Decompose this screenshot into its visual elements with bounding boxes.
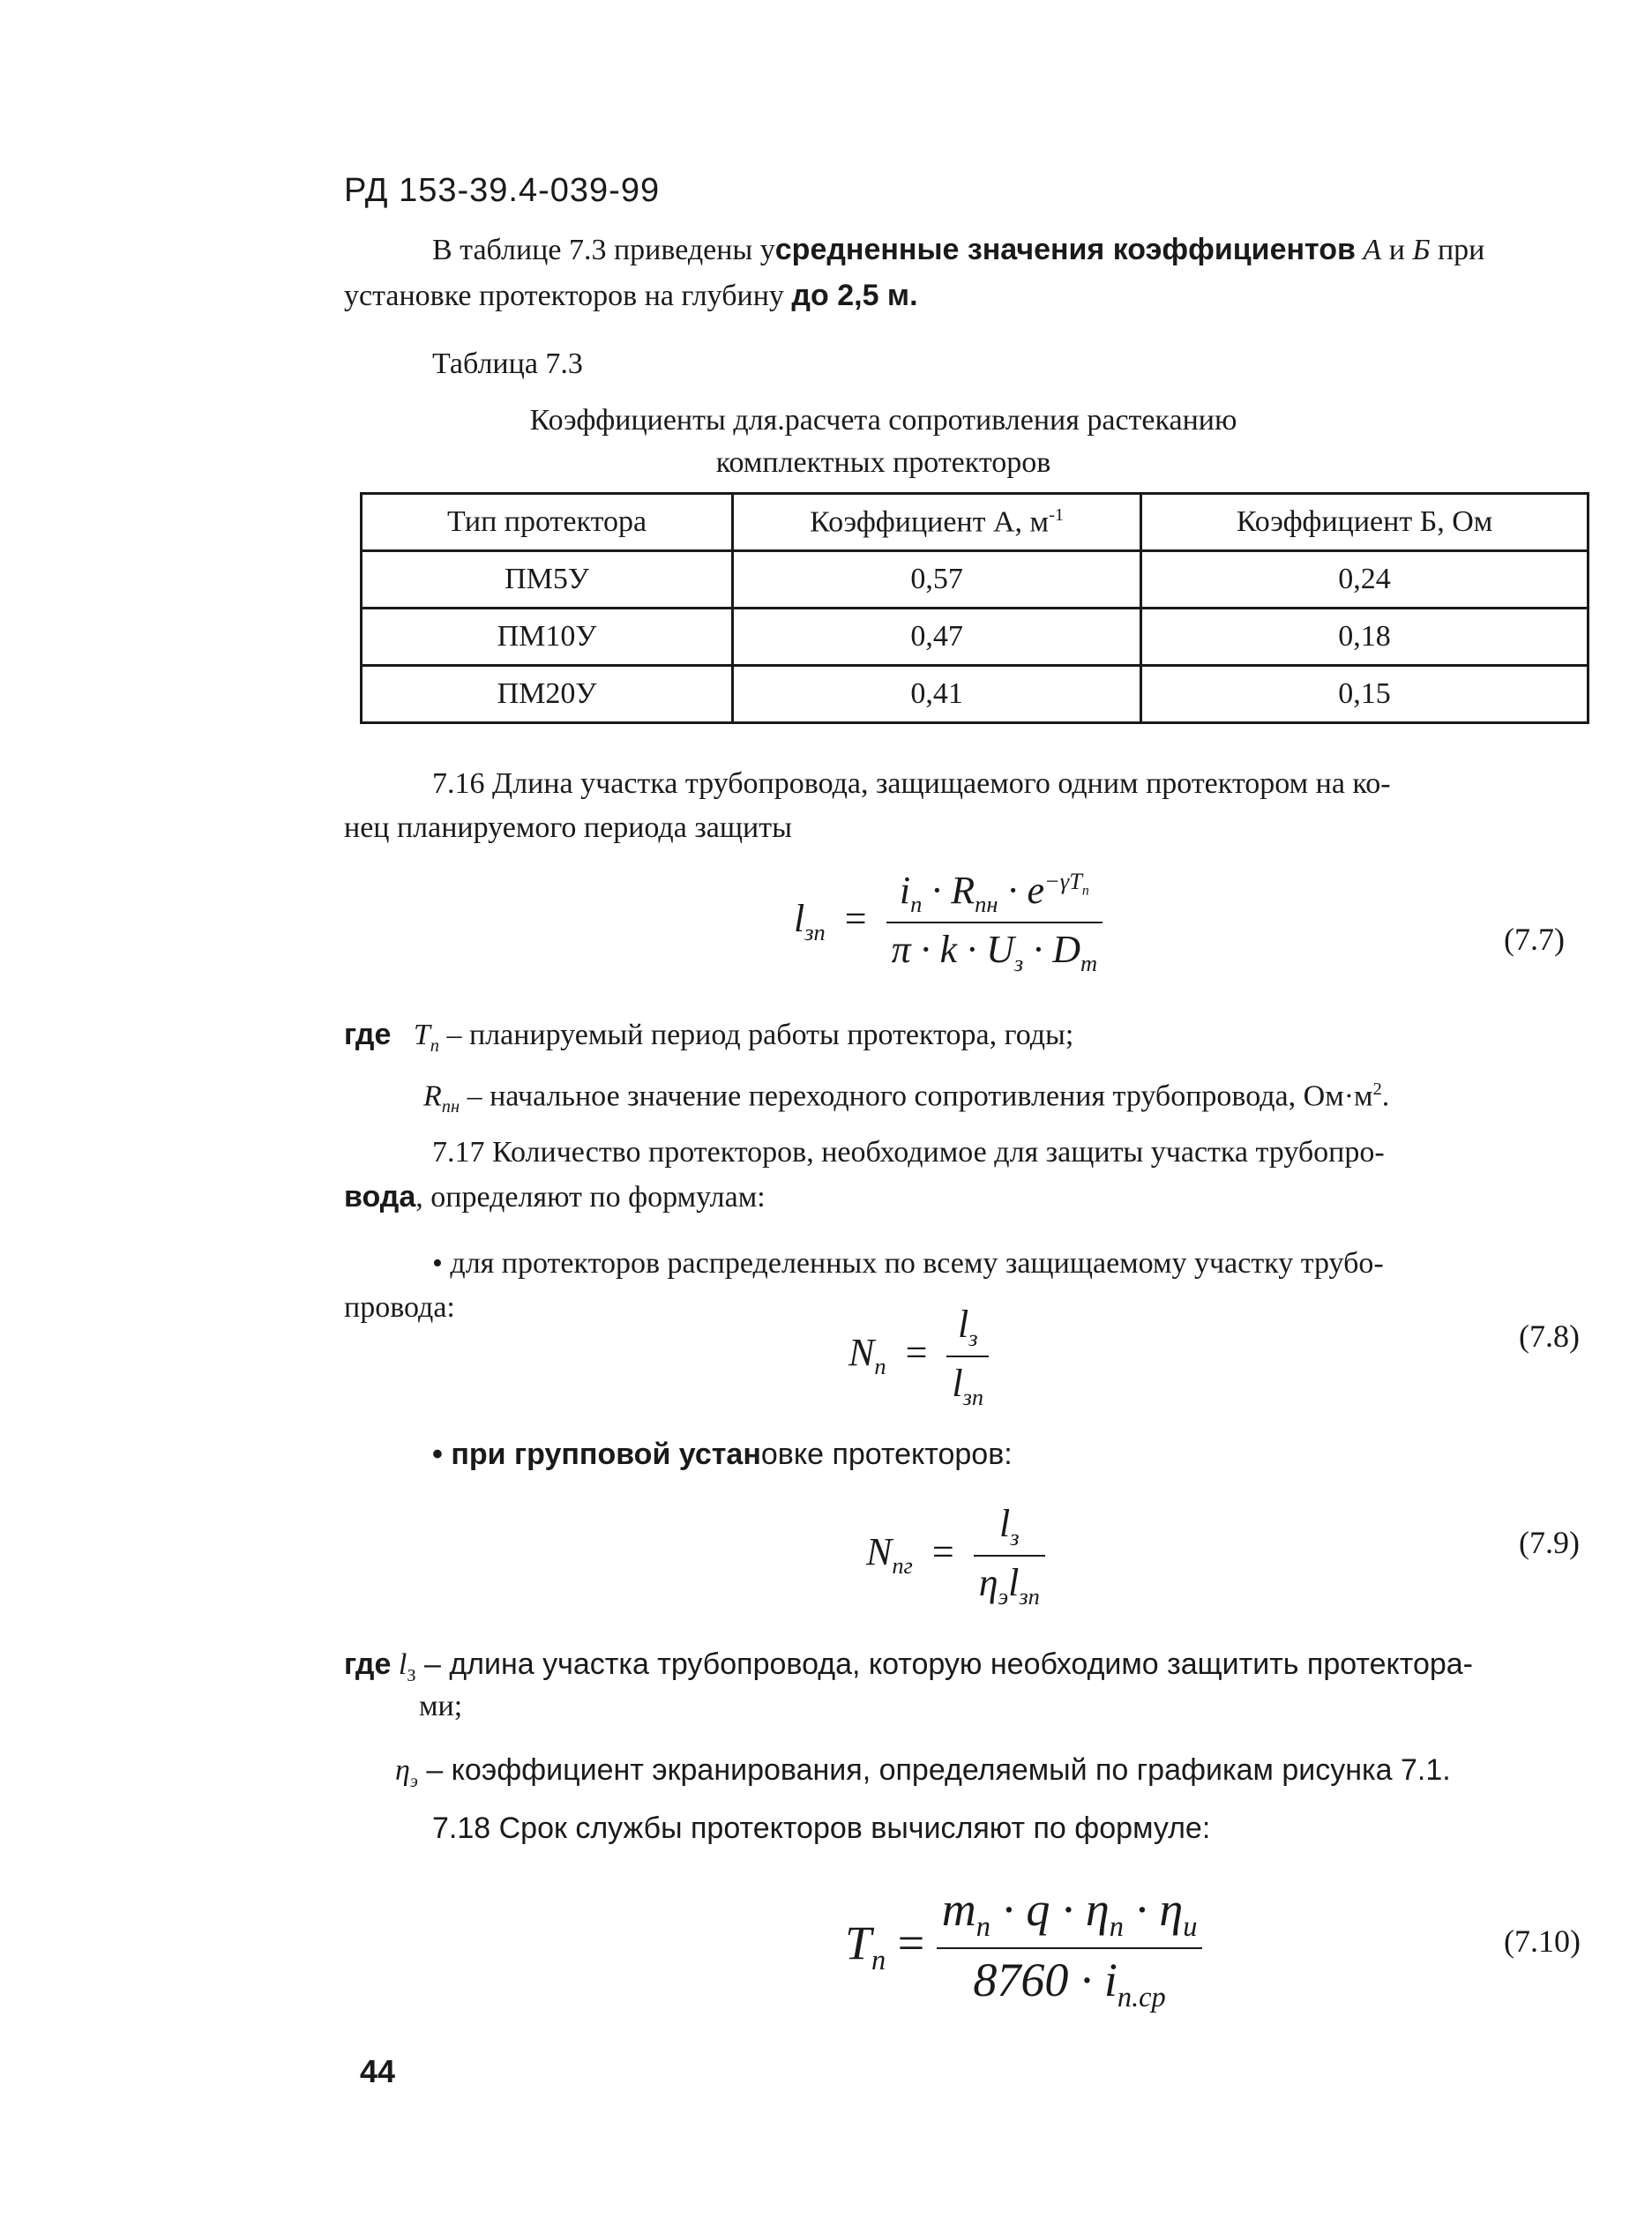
- intro-depth-bold: до 2,5 м.: [791, 279, 918, 312]
- bullet-2: [432, 1432, 1013, 1477]
- eta-symbol: η: [395, 1754, 410, 1787]
- cell-type: ПМ10У: [362, 609, 733, 666]
- table-row: [362, 551, 1588, 609]
- table-row: [362, 609, 1588, 666]
- period-symbol-sub: п: [430, 1035, 439, 1056]
- where-label: где: [344, 1647, 392, 1681]
- intro-depth-text: установке протекторов на глубину: [344, 280, 792, 312]
- cell-type: ПМ5У: [362, 551, 733, 609]
- eta-symbol-sub: э: [409, 1771, 418, 1791]
- intro-line-2: [344, 273, 918, 318]
- bullet-1-line-2: провода:: [344, 1291, 455, 1324]
- resistance-period: .: [1381, 1079, 1390, 1113]
- cell-coef-b: 0,15: [1141, 666, 1588, 723]
- resistance-symbol-sub: пн: [441, 1097, 460, 1117]
- page-number: 44: [360, 2053, 396, 2089]
- length-description: – длина участка трубопровода, которую необходимо защитить протектора-: [415, 1647, 1473, 1681]
- table-caption-line-2: комплектных протекторов: [715, 446, 1051, 479]
- formula-7-9: $N_{пг}$ = $\frac{l_з}{\eta_эl_{зп}}$: [866, 1501, 1045, 1610]
- section-7-17-line-1: 7.17 Количество протекторов, необходимое для защиты участка трубопро-: [432, 1136, 1385, 1169]
- section-7-18: [432, 1806, 1210, 1851]
- resistance-symbol: R: [423, 1079, 442, 1113]
- where-block-1-line-1: [344, 1012, 1073, 1068]
- length-symbol-sub: З: [407, 1665, 416, 1685]
- cell-coef-b: 0,18: [1141, 609, 1588, 666]
- section-7-17-line-2: [344, 1175, 766, 1220]
- formula-7-8: $N_п$ = $\frac{l_з}{l_{зп}}$: [848, 1302, 989, 1411]
- where-block-2-line-3: [395, 1748, 1451, 1804]
- bullet-2-rest: овке протекторов:: [760, 1438, 1013, 1471]
- bullet-1-line-1: • для протекторов распределенных по всему защищаемому участку трубо-: [432, 1247, 1384, 1280]
- resistance-unit-exponent: 2: [1372, 1079, 1382, 1099]
- table-label: Таблица 7.3: [432, 347, 583, 380]
- cell-coef-a: 0,47: [733, 609, 1141, 666]
- header-protector-type: Тип протектора: [362, 494, 733, 551]
- document-code: РД 153-39.4-039-99: [344, 172, 661, 209]
- where-block-1-line-2: [423, 1067, 1389, 1129]
- intro-and: и: [1388, 234, 1405, 266]
- eta-description: – коэффициент экранирования, определяемый по графикам рисунка 7.1.: [417, 1753, 1451, 1787]
- bullet-2-bold: • при групповой устан: [432, 1438, 761, 1471]
- intro-line-1: [432, 228, 1596, 273]
- coefficient-b-symbol: Б: [1412, 234, 1431, 266]
- section-7-16-line-1: 7.16 Длина участка трубопровода, защищаемого одним протектором на ко-: [432, 767, 1391, 800]
- intro-text-a: В таблице 7.3 приведены у: [432, 234, 775, 266]
- period-description: – планируемый период работы протектора, годы;: [438, 1019, 1074, 1051]
- formula-7-10: $T_п$ = $\frac{m_п \cdot q \cdot \eta_п \cdot \eta_и}{8760 \cdot i_{п.ср}}$: [845, 1882, 1202, 2014]
- equation-number-7-8: (7.8): [1519, 1318, 1580, 1354]
- table-row: [362, 666, 1588, 723]
- section-7-16-line-2: нец планируемого периода защиты: [344, 811, 792, 844]
- table-header-row: [362, 494, 1588, 551]
- cell-coef-a: 0,41: [733, 666, 1141, 723]
- formula-7-7: $l_{зп}$ = $\frac{i_п \cdot R_{пн} \cdot e^{-\gamma T_п}}{\pi \cdot k \cdot U_з \cdot D_т}$: [794, 868, 1103, 977]
- intro-text-c: при: [1437, 234, 1485, 266]
- equation-number-7-9: (7.9): [1519, 1525, 1580, 1560]
- where-block-2-line-1: [344, 1642, 1473, 1698]
- section-7-18-text: 7.18 Срок службы протекторов вычисляют по формуле:: [432, 1811, 1211, 1845]
- period-symbol: Т: [413, 1019, 430, 1051]
- where-label: где: [344, 1018, 392, 1051]
- section-7-17-bold: вода: [344, 1180, 416, 1214]
- section-7-17-rest: , определяют по формулам:: [415, 1181, 766, 1214]
- cell-type: ПМ20У: [362, 666, 733, 723]
- where-block-2-line-2: ми;: [419, 1690, 463, 1722]
- header-coefficient-b: Коэффициент Б, Ом: [1141, 494, 1588, 551]
- resistance-description: – начальное значение переходного сопротивления трубопровода, Ом·м: [460, 1079, 1373, 1113]
- table-caption-line-1: Коэффициенты для.расчета сопротивления растеканию: [529, 404, 1237, 437]
- length-symbol: l: [398, 1648, 407, 1681]
- coefficients-table: [360, 492, 1589, 724]
- equation-number-7-10: (7.10): [1504, 1923, 1581, 1959]
- cell-coef-a: 0,57: [733, 551, 1141, 609]
- cell-coef-b: 0,24: [1141, 551, 1588, 609]
- equation-number-7-7: (7.7): [1504, 922, 1565, 957]
- header-unit-exponent: -1: [1049, 504, 1065, 525]
- intro-text-bold: средненные значения коэффициентов: [774, 233, 1356, 266]
- header-coefficient-a: Коэффициент А, $м^{-1}$: [733, 494, 1141, 551]
- coefficient-a-symbol: А: [1363, 234, 1382, 266]
